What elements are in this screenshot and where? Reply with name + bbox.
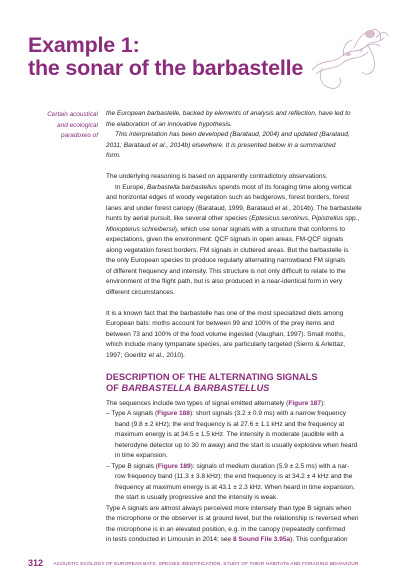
body-line: Miniopterus schreibersii), which use sonar signals with a structure that conforms to <box>106 225 346 233</box>
body-line: between 73 and 100% of the food volume ingested (Vaughan, 1997). Small moths, <box>106 330 345 338</box>
margin-note-line: paradoxes of <box>61 132 98 139</box>
intro-line: This interpretation has been developed (Barataud, 2004) and updated (Barataud, <box>115 131 350 138</box>
type-b-first-line <box>106 462 378 473</box>
main-text <box>106 109 378 546</box>
closing-line: the microphone or the observer is at ground level, but the relationship is reversed when <box>106 515 359 522</box>
signals-intro-end: ): <box>321 399 326 407</box>
paragraph-observations <box>106 172 378 298</box>
sound-file-link[interactable]: 8 Sound File 3.95a <box>233 536 291 543</box>
body-line: In Europe, Barbastella barbastellus spends most of its foraging time along vertical <box>115 183 352 191</box>
margin-note <box>20 110 98 142</box>
closing-last-line <box>106 535 378 546</box>
margin-note-line: Certain acoustical <box>47 111 98 118</box>
body-line: of different frequency and intensity. This structure is not only difficult to relate to the <box>106 267 346 275</box>
intro-line: 2011; Barataud et al., 2014b) elsewhere. It is presented below in a summarized <box>106 141 336 149</box>
signals-intro-text: The sequences include two types of signal emitted alternately ( <box>106 399 289 407</box>
body-line: hunts by aerial pursuit, like several other species (Eptesicus serotinus, Pipistrellus spp., <box>106 215 360 222</box>
type-b-rest: ): signals of medium duration (5.9 ± 2.5 ms) with a nar- <box>190 462 350 470</box>
body-line: expectations, given the environment: QCF signals in open areas, FM-QCF signals <box>106 236 344 243</box>
title-line-2: the sonar of the barbastelle <box>28 56 304 80</box>
body-line: It is a known fact that the barbastelle has one of the most specialized diets among <box>106 309 344 317</box>
figure-189-link[interactable]: Figure 189 <box>157 462 191 470</box>
type-b-line: row frequency band (11.3 ± 3.8 kHz); the end frequency is at 34.2 ± 4 kHz and the <box>115 473 353 480</box>
type-a-line: band (9.8 ± 2 kHz); the end frequency is at 27.6 ± 1.1 kHz and the frequency at <box>115 420 345 428</box>
body-line: along vegetation forest borders, FM signals in cluttered areas. But the barbastelle is <box>106 246 349 254</box>
closing-last-text: in tests conducted in Limousin in 2014; see <box>106 536 234 543</box>
body-line: lanes and under forest canopy (Barataud, 1999, Barataud et al., 2014b). The barbastelle <box>106 204 362 212</box>
figure-188-link[interactable]: Figure 188 <box>157 410 190 417</box>
type-b-line: the start is usually progressive and the intensity is weak. <box>115 494 279 501</box>
type-b-line: frequency at maximum energy is at 43.1 ± 2.3 kHz. When heard in time expansion, <box>115 483 355 491</box>
body-line: which include many tympanate species, are particularly targeted (Sierro & Arlettaz, <box>106 341 346 348</box>
section-heading-line-2 <box>106 383 378 394</box>
intro-line: form. <box>106 152 121 159</box>
section-heading <box>106 372 378 394</box>
paragraph-diet <box>106 309 378 362</box>
type-a-first-line <box>106 409 378 420</box>
type-a-item <box>106 409 378 462</box>
body-line: The underlying reasoning is based on apparently contradictory observations. <box>106 173 328 180</box>
type-a-rest: ): short signals (3.2 ± 0.9 ms) with a narrow frequency <box>189 410 347 417</box>
type-a-line: maximum energy is at 34.5 ± 1.5 kHz. The intensity is moderate (audible with a <box>115 431 344 438</box>
body-line: the only European species to produce regularly alternating narrowband FM signals <box>106 257 346 264</box>
page-number: 312 <box>28 558 44 568</box>
type-a-line: heterodyne detector up to 30 m away) and the start is usually explosive when heard <box>115 441 358 449</box>
heading-species: BARBASTELLA BARBASTELLUS <box>121 382 270 393</box>
closing-line: the microphone is in an elevated position, e.g. in the canopy (repeatedly confirmed <box>106 525 346 533</box>
body-line: environment of the flight path, but is also produced in a near-identical form in very <box>106 278 343 285</box>
page-title <box>28 34 328 80</box>
intro-line: the elaboration of an innovative hypothesis. <box>106 120 232 128</box>
closing-line: Type A signals are almost always perceived more intensely than type B signals when <box>106 504 352 512</box>
type-b-lead: – Type B signals ( <box>106 462 158 470</box>
signals-intro <box>106 399 378 410</box>
running-head: ACOUSTIC ECOLOGY OF EUROPEAN BATS, SPECIES IDENTIFICATION, STUDY OF THEIR HABITATS AND FORAGING BEHAVIOUR <box>53 561 359 566</box>
type-a-line: in time expansion. <box>115 452 168 459</box>
type-a-lead: – Type A signals ( <box>106 410 158 417</box>
body-line: European bats: moths account for between 99 and 100% of the prey items and <box>106 320 335 327</box>
intro-line: the European barbastelle, backed by elements of analysis and reflection, have led to <box>106 110 351 117</box>
title-line-1: Example 1: <box>28 33 140 57</box>
intro-paragraph <box>106 109 378 162</box>
heading-prefix: OF <box>106 382 122 393</box>
body-line: 1997; Goerlitz et al., 2010). <box>106 351 185 359</box>
margin-note-line: and ecological <box>57 121 98 129</box>
body-line: different circumstances. <box>106 288 176 296</box>
closing-last-end: ). This configuration <box>290 536 348 543</box>
closing-paragraph <box>106 504 378 546</box>
body-line: and horizontal edges of woody vegetation such as hedgerows, forest borders, forest <box>106 194 350 201</box>
section-heading-line-1: DESCRIPTION OF THE ALTERNATING SIGNALS <box>106 371 318 382</box>
type-b-item <box>106 462 378 504</box>
figure-187-link[interactable]: Figure 187 <box>288 399 322 407</box>
page-footer <box>28 553 378 571</box>
